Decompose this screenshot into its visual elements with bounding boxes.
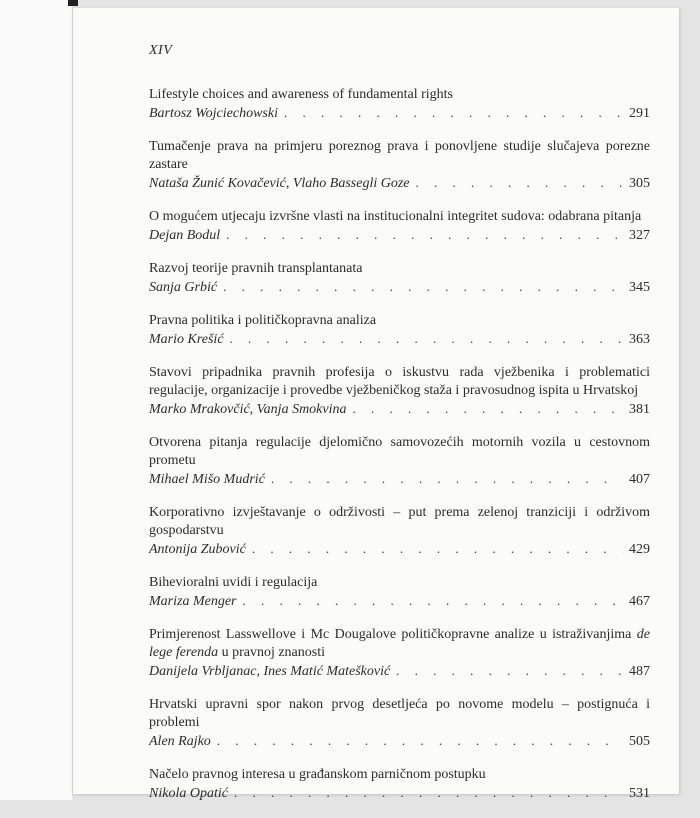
toc-entry-author: Antonija Zubović [149,542,246,557]
table-of-contents [149,86,650,818]
toc-entry-title: Tumačenje prava na primjeru poreznog prava i ponovljene studije slučajeva porezne zastare [149,139,650,172]
dot-leader [243,592,624,610]
scan-margin [0,0,72,800]
toc-entry-author: Mihael Mišo Mudrić [149,472,265,487]
toc-entry-author: Mario Krešić [149,332,224,347]
toc-entry-page: 487 [629,664,650,679]
toc-entry-title [149,626,650,662]
toc-entry-author: Nikola Opatić [149,786,228,801]
toc-entry-author: Marko Mrakovčić, Vanja Smokvina [149,402,347,417]
toc-entry-author-line [149,540,650,559]
toc-entry-page: 291 [629,106,650,121]
toc-entry-author-line [149,592,650,611]
toc-entry-title: Razvoj teorije pravnih transplantanata [149,261,363,276]
scan-corner-mark [68,0,78,6]
dot-leader [230,330,623,348]
toc-entry-author: Nataša Žunić Kovačević, Vlaho Bassegli Goze [149,176,410,191]
toc-entry-page: 305 [629,176,650,191]
toc-entry-author: Alen Rajko [149,734,211,749]
toc-entry-author: Dejan Bodul [149,228,221,243]
toc-entry [149,626,650,681]
toc-entry-author: Sanja Grbić [149,280,218,295]
toc-entry [149,208,650,245]
dot-leader [416,174,623,192]
toc-entry-title: Načelo pravnog interesa u građanskom parničnom postupku [149,767,486,782]
toc-entry-page: 505 [629,734,650,749]
dot-leader [353,400,624,418]
dot-leader [271,470,623,488]
toc-entry-title: Pravna politika i političkopravna analiza [149,313,377,328]
toc-entry-page: 531 [629,786,650,801]
dot-leader [396,662,623,680]
toc-entry [149,260,650,297]
toc-entry [149,574,650,611]
toc-entry-title: Korporativno izvještavanje o održivosti – put prema zelenoj tranziciji i održivom gospodarstvu [149,505,650,538]
toc-entry [149,312,650,349]
toc-entry-author-line [149,784,650,803]
toc-entry-author: Bartosz Wojciechowski [149,106,278,121]
toc-entry-title: Stavovi pripadnika pravnih profesija o iskustvu rada vježbenika i problematici regulacije, organizacije i provedbe vježbeničkog staža i pravosudnog ispita u Hrvatskoj [149,365,650,398]
toc-entry-page: 467 [629,594,650,609]
toc-entry-author-line [149,278,650,297]
toc-entry-author-line [149,330,650,349]
toc-entry [149,364,650,419]
toc-entry-author-line [149,732,650,751]
toc-entry-page: 345 [629,280,650,295]
toc-entry-page: 381 [629,402,650,417]
dot-leader [284,104,623,122]
toc-entry [149,504,650,559]
dot-leader [223,278,623,296]
toc-entry-title-text: Primjerenost Lasswellove i Mc Dougalove političkopravne analize u istraživanjima [149,627,637,642]
toc-entry [149,86,650,123]
toc-entry-title: Bihevioralni uvidi i regulacija [149,575,318,590]
dot-leader [234,784,623,802]
toc-entry-page: 327 [629,228,650,243]
toc-entry-title: Lifestyle choices and awareness of fundamental rights [149,87,454,102]
toc-entry-author-line [149,400,650,419]
toc-entry-page: 407 [629,472,650,487]
dot-leader [252,540,623,558]
dot-leader [226,226,623,244]
toc-entry-title-latin-phrase: de lege ferenda [149,627,650,660]
toc-entry-author: Danijela Vrbljanac, Ines Matić Matešković [149,664,391,679]
toc-entry-author-line [149,470,650,489]
toc-entry-title-text: u pravnoj znanosti [218,645,325,660]
toc-entry [149,696,650,751]
dot-leader [217,732,623,750]
toc-entry-title: Hrvatski upravni spor nakon prvog desetljeća po novome modelu – postignuća i problemi [149,697,650,730]
toc-entry-author-line [149,226,650,245]
toc-entry-author-line [149,662,650,681]
toc-entry-title: O mogućem utjecaju izvršne vlasti na institucionalni integritet sudova: odabrana pitanja [149,209,642,224]
toc-entry [149,766,650,803]
toc-entry-author-line [149,104,650,123]
running-head-page-number: XIV [149,43,173,58]
book-page [72,8,679,801]
toc-entry [149,138,650,193]
toc-entry-page: 429 [629,542,650,557]
toc-entry-author-line [149,174,650,193]
toc-entry-page: 363 [629,332,650,347]
toc-entry-title: Otvorena pitanja regulacije djelomično samovozećih motornih vozila u cestovnom prometu [149,435,650,468]
toc-entry [149,434,650,489]
toc-entry-author: Mariza Menger [149,594,237,609]
